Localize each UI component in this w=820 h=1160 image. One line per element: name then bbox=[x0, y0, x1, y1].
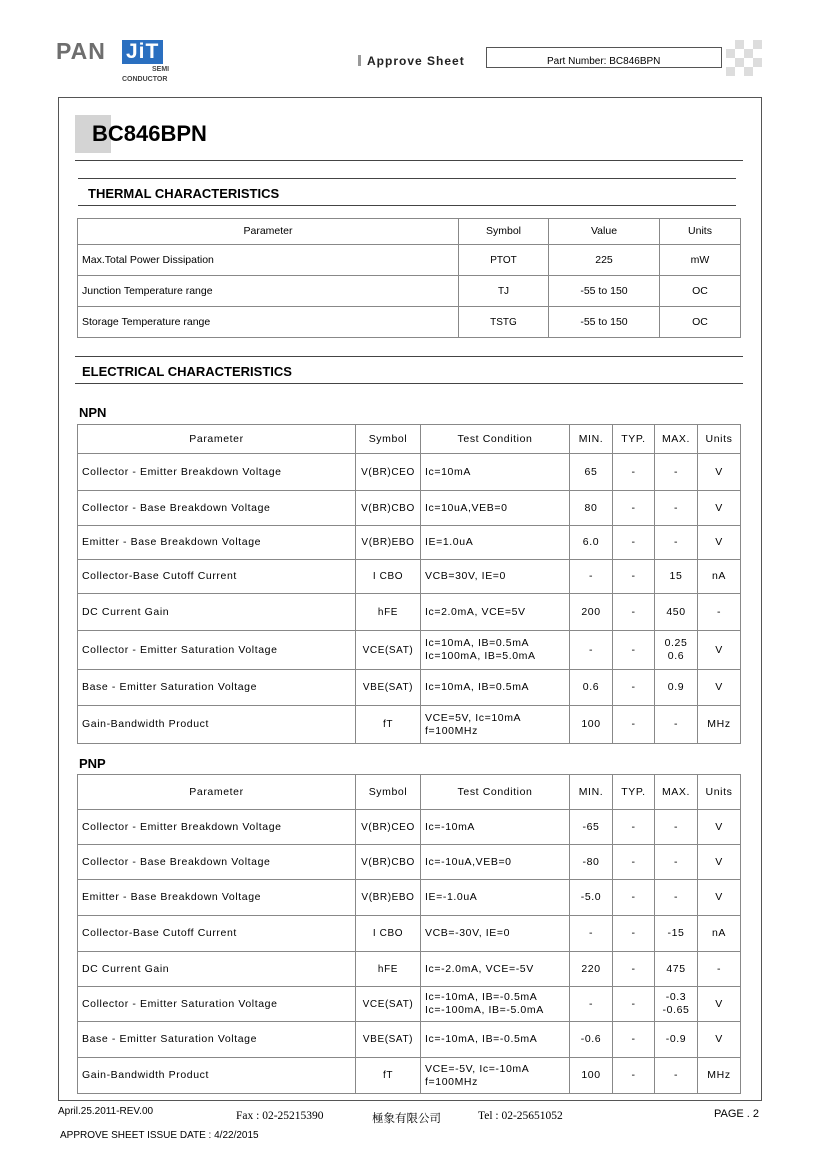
min-cell: -5.0 bbox=[570, 880, 613, 916]
column-header: MIN. bbox=[570, 425, 613, 454]
page-title: BC846BPN bbox=[92, 121, 207, 146]
units-cell: V bbox=[698, 526, 741, 560]
table-row bbox=[78, 245, 741, 276]
npn-table bbox=[77, 424, 741, 744]
thermal-param-cell: Max.Total Power Dissipation bbox=[78, 245, 459, 276]
part-number-box: Part Number: BC846BPN bbox=[486, 47, 722, 68]
fax-text: Fax : 02-25215390 bbox=[236, 1110, 324, 1122]
test-condition-line: Ic=-10mA bbox=[425, 820, 476, 833]
column-header: Test Condition bbox=[421, 775, 570, 810]
divider bbox=[75, 383, 743, 384]
symbol-cell: I CBO bbox=[356, 916, 421, 952]
test-condition-cell bbox=[421, 1058, 570, 1094]
logo-pan-text: PAN bbox=[56, 38, 106, 64]
test-condition-cell bbox=[421, 1022, 570, 1058]
table-row bbox=[78, 491, 741, 526]
table-header-row bbox=[78, 219, 741, 245]
table-row bbox=[78, 1058, 741, 1094]
max-cell: - bbox=[655, 491, 698, 526]
test-condition-cell bbox=[421, 845, 570, 880]
max-cell: - bbox=[655, 880, 698, 916]
units-cell: V bbox=[698, 987, 741, 1022]
value-cell: -55 to 150 bbox=[549, 276, 660, 307]
table-header-row bbox=[78, 775, 741, 810]
thermal-param-cell: Junction Temperature range bbox=[78, 276, 459, 307]
units-cell: nA bbox=[698, 560, 741, 594]
test-condition-cell bbox=[421, 987, 570, 1022]
parameter-cell: Collector-Base Cutoff Current bbox=[78, 916, 356, 952]
test-condition-line: f=100MHz bbox=[425, 724, 478, 737]
table-row bbox=[78, 987, 741, 1022]
test-condition-line: Ic=10mA, IB=0.5mA bbox=[425, 681, 530, 693]
logo-semi-text: SEMI bbox=[152, 66, 170, 73]
test-condition-line: Ic=-10mA, IB=-0.5mA bbox=[425, 1033, 538, 1045]
units-cell: nA bbox=[698, 916, 741, 952]
parameter-cell: Collector-Base Cutoff Current bbox=[78, 560, 356, 594]
test-condition-cell bbox=[421, 952, 570, 987]
symbol-cell: TSTG bbox=[459, 307, 549, 338]
max-cell: 475 bbox=[655, 952, 698, 987]
symbol-cell: VBE(SAT) bbox=[356, 1022, 421, 1058]
symbol-cell: VBE(SAT) bbox=[356, 670, 421, 706]
symbol-cell: hFE bbox=[356, 952, 421, 987]
min-cell: - bbox=[570, 560, 613, 594]
value-cell: -55 to 150 bbox=[549, 307, 660, 338]
test-condition-cell bbox=[421, 916, 570, 952]
npn-label: NPN bbox=[79, 405, 107, 420]
revision-text: April.25.2011-REV.00 bbox=[58, 1106, 154, 1117]
test-condition-cell bbox=[421, 670, 570, 706]
company-logo bbox=[56, 38, 186, 86]
symbol-cell: fT bbox=[356, 1058, 421, 1094]
parameter-cell: DC Current Gain bbox=[78, 952, 356, 987]
units-cell: V bbox=[698, 631, 741, 670]
test-condition-cell bbox=[421, 454, 570, 491]
logo-jit-text: JiT bbox=[122, 40, 163, 64]
issue-date-text: APPROVE SHEET ISSUE DATE : 4/22/2015 bbox=[60, 1130, 259, 1141]
units-cell: V bbox=[698, 670, 741, 706]
table-row bbox=[78, 706, 741, 744]
symbol-cell: V(BR)CEO bbox=[356, 810, 421, 845]
typ-cell: - bbox=[613, 491, 655, 526]
column-header: Symbol bbox=[356, 775, 421, 810]
parameter-cell: Emitter - Base Breakdown Voltage bbox=[78, 526, 356, 560]
table-row bbox=[78, 952, 741, 987]
symbol-cell: V(BR)EBO bbox=[356, 880, 421, 916]
thermal-heading: THERMAL CHARACTERISTICS bbox=[88, 186, 280, 201]
table-row bbox=[78, 560, 741, 594]
test-condition-line: Ic=-100mA, IB=-5.0mA bbox=[425, 1004, 544, 1016]
units-cell: MHz bbox=[698, 1058, 741, 1094]
symbol-cell: TJ bbox=[459, 276, 549, 307]
test-condition-cell bbox=[421, 594, 570, 631]
typ-cell: - bbox=[613, 916, 655, 952]
symbol-cell: V(BR)CBO bbox=[356, 845, 421, 880]
typ-cell: - bbox=[613, 560, 655, 594]
company-name: 極象有限公司 bbox=[372, 1113, 441, 1125]
typ-cell: - bbox=[613, 594, 655, 631]
symbol-cell: V(BR)EBO bbox=[356, 526, 421, 560]
max-cell: 15 bbox=[655, 560, 698, 594]
test-condition-cell bbox=[421, 560, 570, 594]
symbol-cell: V(BR)CBO bbox=[356, 491, 421, 526]
bar-icon bbox=[358, 55, 361, 66]
typ-cell: - bbox=[613, 706, 655, 744]
test-condition-cell bbox=[421, 880, 570, 916]
divider bbox=[78, 205, 736, 206]
column-header: MIN. bbox=[570, 775, 613, 810]
units-cell: OC bbox=[660, 276, 741, 307]
units-cell: MHz bbox=[698, 706, 741, 744]
typ-cell: - bbox=[613, 810, 655, 845]
test-condition-line: Ic=10uA,VEB=0 bbox=[425, 501, 508, 514]
min-cell: 100 bbox=[570, 706, 613, 744]
test-condition-line: IE=1.0uA bbox=[425, 536, 474, 548]
symbol-cell: fT bbox=[356, 706, 421, 744]
max-cell: 450 bbox=[655, 594, 698, 631]
value-cell: 225 bbox=[549, 245, 660, 276]
test-condition-cell bbox=[421, 706, 570, 744]
typ-cell: - bbox=[613, 845, 655, 880]
pnp-label: PNP bbox=[79, 756, 106, 771]
column-header: Units bbox=[698, 775, 741, 810]
column-header: Symbol bbox=[459, 219, 549, 245]
test-condition-cell bbox=[421, 810, 570, 845]
electrical-heading: ELECTRICAL CHARACTERISTICS bbox=[82, 364, 292, 379]
test-condition-line: Ic=-10uA,VEB=0 bbox=[425, 855, 512, 868]
page-number: PAGE . 2 bbox=[714, 1108, 760, 1120]
units-cell: V bbox=[698, 810, 741, 845]
max-cell: - bbox=[655, 526, 698, 560]
logo-conductor-text: CONDUCTOR bbox=[122, 76, 168, 83]
test-condition-cell bbox=[421, 526, 570, 560]
units-cell: - bbox=[698, 594, 741, 631]
column-header: Units bbox=[660, 219, 741, 245]
table-row bbox=[78, 916, 741, 952]
units-cell: V bbox=[698, 454, 741, 491]
test-condition-cell bbox=[421, 491, 570, 526]
symbol-cell: VCE(SAT) bbox=[356, 631, 421, 670]
max-cell: -0.9 bbox=[655, 1022, 698, 1058]
column-header: Value bbox=[549, 219, 660, 245]
pnp-table bbox=[77, 774, 741, 1094]
test-condition-line: IE=-1.0uA bbox=[425, 891, 478, 903]
thermal-param-cell: Storage Temperature range bbox=[78, 307, 459, 338]
min-cell: -80 bbox=[570, 845, 613, 880]
column-header: MAX. bbox=[655, 425, 698, 454]
max-cell: 0.25 0.6 bbox=[655, 631, 698, 670]
approve-sheet-label bbox=[358, 54, 465, 68]
min-cell: 200 bbox=[570, 594, 613, 631]
parameter-cell: Emitter - Base Breakdown Voltage bbox=[78, 880, 356, 916]
max-cell: - bbox=[655, 1058, 698, 1094]
column-header: Parameter bbox=[78, 219, 459, 245]
table-header-row bbox=[78, 425, 741, 454]
min-cell: -65 bbox=[570, 810, 613, 845]
units-cell: V bbox=[698, 491, 741, 526]
units-cell: mW bbox=[660, 245, 741, 276]
test-condition-line: Ic=10mA bbox=[425, 465, 471, 478]
typ-cell: - bbox=[613, 631, 655, 670]
max-cell: 0.9 bbox=[655, 670, 698, 706]
test-condition-line: VCE=5V, Ic=10mA bbox=[425, 711, 522, 724]
units-cell: V bbox=[698, 880, 741, 916]
symbol-cell: V(BR)CEO bbox=[356, 454, 421, 491]
test-condition-cell bbox=[421, 631, 570, 670]
parameter-cell: Gain-Bandwidth Product bbox=[78, 1058, 356, 1094]
symbol-cell: PTOT bbox=[459, 245, 549, 276]
units-cell: V bbox=[698, 1022, 741, 1058]
checker-pattern-icon bbox=[726, 40, 762, 76]
column-header: TYP. bbox=[613, 425, 655, 454]
column-header: Parameter bbox=[78, 425, 356, 454]
typ-cell: - bbox=[613, 987, 655, 1022]
test-condition-line: Ic=-10mA, IB=-0.5mA bbox=[425, 991, 538, 1003]
min-cell: - bbox=[570, 916, 613, 952]
table-row bbox=[78, 845, 741, 880]
parameter-cell: Base - Emitter Saturation Voltage bbox=[78, 1022, 356, 1058]
typ-cell: - bbox=[613, 880, 655, 916]
test-condition-line: Ic=10mA, IB=0.5mA bbox=[425, 637, 530, 649]
units-cell: OC bbox=[660, 307, 741, 338]
typ-cell: - bbox=[613, 526, 655, 560]
test-condition-line: Ic=100mA, IB=5.0mA bbox=[425, 650, 536, 662]
parameter-cell: Collector - Emitter Saturation Voltage bbox=[78, 631, 356, 670]
min-cell: 0.6 bbox=[570, 670, 613, 706]
column-header: Units bbox=[698, 425, 741, 454]
approve-sheet-text: Approve Sheet bbox=[367, 54, 465, 68]
parameter-cell: Gain-Bandwidth Product bbox=[78, 706, 356, 744]
units-cell: V bbox=[698, 845, 741, 880]
typ-cell: - bbox=[613, 454, 655, 491]
table-row bbox=[78, 454, 741, 491]
parameter-cell: Collector - Base Breakdown Voltage bbox=[78, 491, 356, 526]
tel-text: Tel : 02-25651052 bbox=[478, 1110, 563, 1122]
table-row bbox=[78, 670, 741, 706]
table-row bbox=[78, 880, 741, 916]
min-cell: 80 bbox=[570, 491, 613, 526]
typ-cell: - bbox=[613, 952, 655, 987]
column-header: TYP. bbox=[613, 775, 655, 810]
table-row bbox=[78, 631, 741, 670]
max-cell: - bbox=[655, 810, 698, 845]
typ-cell: - bbox=[613, 1022, 655, 1058]
min-cell: 220 bbox=[570, 952, 613, 987]
table-row bbox=[78, 810, 741, 845]
min-cell: 65 bbox=[570, 454, 613, 491]
parameter-cell: Collector - Emitter Breakdown Voltage bbox=[78, 454, 356, 491]
test-condition-line: VCB=-30V, IE=0 bbox=[425, 927, 511, 939]
symbol-cell: VCE(SAT) bbox=[356, 987, 421, 1022]
min-cell: 6.0 bbox=[570, 526, 613, 560]
column-header: Symbol bbox=[356, 425, 421, 454]
table-row bbox=[78, 526, 741, 560]
divider bbox=[75, 160, 743, 161]
min-cell: - bbox=[570, 631, 613, 670]
max-cell: - bbox=[655, 706, 698, 744]
max-cell: -0.3 -0.65 bbox=[655, 987, 698, 1022]
test-condition-line: VCB=30V, IE=0 bbox=[425, 570, 506, 582]
test-condition-line: f=100MHz bbox=[425, 1075, 478, 1088]
test-condition-line: Ic=-2.0mA, VCE=-5V bbox=[425, 962, 534, 975]
thermal-table bbox=[77, 218, 741, 338]
typ-cell: - bbox=[613, 670, 655, 706]
min-cell: 100 bbox=[570, 1058, 613, 1094]
max-cell: - bbox=[655, 454, 698, 491]
max-cell: - bbox=[655, 845, 698, 880]
divider bbox=[78, 178, 736, 179]
table-row bbox=[78, 307, 741, 338]
parameter-cell: Base - Emitter Saturation Voltage bbox=[78, 670, 356, 706]
units-cell: - bbox=[698, 952, 741, 987]
parameter-cell: Collector - Emitter Breakdown Voltage bbox=[78, 810, 356, 845]
table-row bbox=[78, 276, 741, 307]
symbol-cell: hFE bbox=[356, 594, 421, 631]
test-condition-line: VCE=-5V, Ic=-10mA bbox=[425, 1062, 530, 1075]
max-cell: -15 bbox=[655, 916, 698, 952]
table-row bbox=[78, 1022, 741, 1058]
test-condition-line: Ic=2.0mA, VCE=5V bbox=[425, 605, 526, 618]
table-row bbox=[78, 594, 741, 631]
parameter-cell: DC Current Gain bbox=[78, 594, 356, 631]
column-header: Test Condition bbox=[421, 425, 570, 454]
divider bbox=[75, 356, 743, 357]
parameter-cell: Collector - Emitter Saturation Voltage bbox=[78, 987, 356, 1022]
symbol-cell: I CBO bbox=[356, 560, 421, 594]
column-header: Parameter bbox=[78, 775, 356, 810]
min-cell: - bbox=[570, 987, 613, 1022]
min-cell: -0.6 bbox=[570, 1022, 613, 1058]
column-header: MAX. bbox=[655, 775, 698, 810]
parameter-cell: Collector - Base Breakdown Voltage bbox=[78, 845, 356, 880]
typ-cell: - bbox=[613, 1058, 655, 1094]
